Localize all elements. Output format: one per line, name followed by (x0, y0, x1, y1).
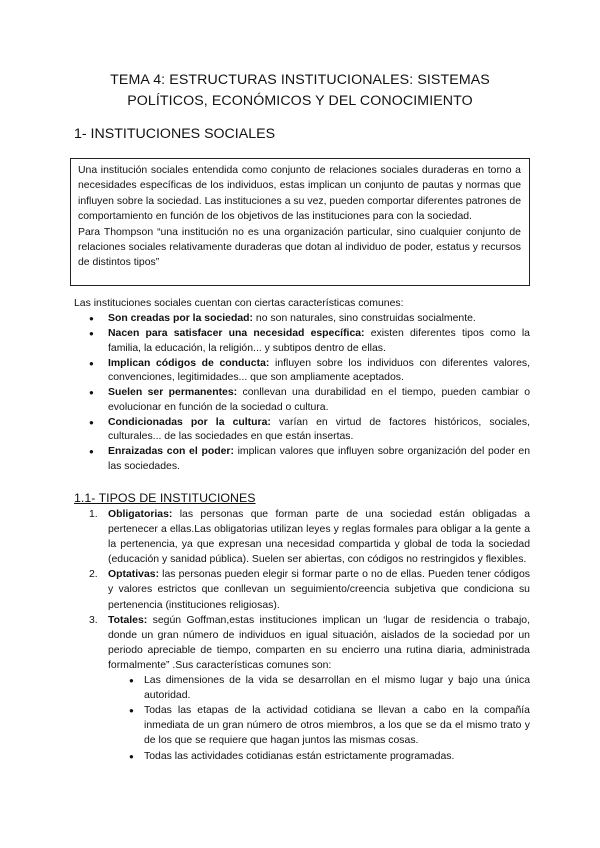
list-item (74, 567, 530, 612)
item-text: Todas las etapas de la actividad cotidiana se llevan a cabo en la compañía inmediata de un gran número de otros miembros, a los que se da el mismo trato y de los que se requiere que hagan juntos las mismas cosas. (144, 705, 530, 747)
list-item (74, 312, 530, 327)
list-item (74, 327, 530, 356)
item-text: existen diferentes tipos como la familia, la educación, la religión... y subtipos dentro de ellas. (108, 327, 530, 354)
item-text: implican valores que influyen sobre organización del poder en las sociedades. (108, 446, 530, 472)
title-line-2: POLÍTICOS, ECONÓMICOS Y DEL CONOCIMIENTO (127, 93, 473, 109)
item-text: varían en virtud de factores históricos, sociales, culturales... de las sociedades en que están insertas. (108, 416, 530, 443)
item-text: no son naturales, sino construidas socialmente. (253, 313, 476, 324)
definition-paragraph: Una institución sociales entendida como conjunto de relaciones sociales duraderas en torno a necesidades específicas de los individuos, estas implican un conjunto de pautas y normas que influyen sobre la sociedad. Las instituciones a su vez, pueden comportar diferentes patrones de comportamiento en función de los objetivos de las instituciones para con la sociedad. (78, 165, 521, 223)
item-text: Las dimensiones de la vida se desarrollan en el mismo lugar y bajo una única autoridad. (144, 675, 530, 702)
title-line-1: TEMA 4: ESTRUCTURAS INSTITUCIONALES: SISTEMAS (110, 72, 490, 88)
item-number: 2. (89, 569, 98, 581)
section-heading-tipos-de-instituciones: 1.1- TIPOS DE INSTITUCIONES (74, 491, 256, 505)
definition-box (70, 158, 530, 286)
list-item (74, 386, 530, 415)
list-item (74, 357, 530, 386)
bullet-icon: ● (89, 314, 94, 323)
list-item (74, 613, 530, 764)
list-item (74, 445, 530, 474)
characteristics-list (74, 312, 530, 475)
item-term: Obligatorias: (108, 509, 173, 520)
bullet-icon: ● (89, 417, 94, 427)
characteristics-intro: Las instituciones sociales cuentan con ciertas características comunes: (74, 298, 404, 309)
item-text: las personas que forman parte de una sociedad están obligadas a pertenecer a ellas.Las obligatorias utilizan leyes y reglas formales para obligar a la gente a la pertenencia, ya que expresan una necesidad compartida y global de toda la sociedad (educación y sanidad pública). Suelen ser abiertas, con códigos no restringidos y flexibles. (108, 509, 530, 566)
list-item (108, 749, 530, 764)
total-institution-features (108, 673, 530, 764)
item-term: Implican códigos de conducta: (108, 357, 270, 369)
list-item (108, 673, 530, 703)
list-item (74, 416, 530, 445)
item-term: Nacen para satisfacer una necesidad específica: (108, 327, 365, 339)
item-text: influyen sobre los individuos con diferentes valores, convenciones, legitimidades... que son ampliamente aceptados. (108, 357, 531, 384)
bullet-icon: ● (129, 676, 134, 686)
document-title (60, 70, 540, 112)
thompson-quote: Para Thompson “una institución no es una organización particular, sino cualquier conjunto de relaciones sociales relativamente duraderas que dotan al individuo de poder, estatus y recursos de distintos tipos” (78, 226, 521, 269)
bullet-icon: ● (89, 328, 94, 338)
item-number: 3. (89, 614, 98, 626)
bullet-icon: ● (89, 358, 94, 368)
list-item (74, 507, 530, 567)
item-term: Totales: (108, 614, 148, 626)
bullet-icon: ● (89, 447, 94, 457)
item-text: las personas pueden elegir si formar parte o no de ellas. Pueden tener códigos y valores estrictos que conllevan un seguimiento/creencia subjetiva que condiciona su pertenencia (instituciones religiosas). (108, 569, 530, 611)
item-term: Enraizadas con el poder: (108, 446, 234, 458)
bullet-icon: ● (129, 751, 134, 761)
item-number: 1. (89, 509, 98, 520)
list-item (108, 703, 530, 748)
item-term: Suelen ser permanentes: (108, 387, 238, 399)
item-text: según Goffman,estas instituciones implican un ‘lugar de residencia o trabajo, donde un gran número de individuos en igual situación, aislados de la sociedad por un periodo apreciable de tiempo, comparten en su encierro una rutina diaria, administrada formalmente” .Sus características comunes son: (108, 614, 530, 671)
item-text: conllevan una durabilidad en el tiempo, pueden cambiar o evolucionar en función de la sociedad o cultura. (108, 387, 530, 413)
item-term: Son creadas por la sociedad: (108, 313, 254, 324)
item-term: Optativas: (108, 569, 160, 581)
section-heading-instituciones-sociales: 1- INSTITUCIONES SOCIALES (74, 126, 276, 142)
item-text: Todas las actividades cotidianas están estrictamente programadas. (144, 750, 455, 762)
bullet-icon: ● (129, 706, 134, 716)
item-term: Condicionadas por la cultura: (108, 416, 271, 428)
bullet-icon: ● (89, 388, 94, 398)
institution-types-list (74, 507, 530, 764)
